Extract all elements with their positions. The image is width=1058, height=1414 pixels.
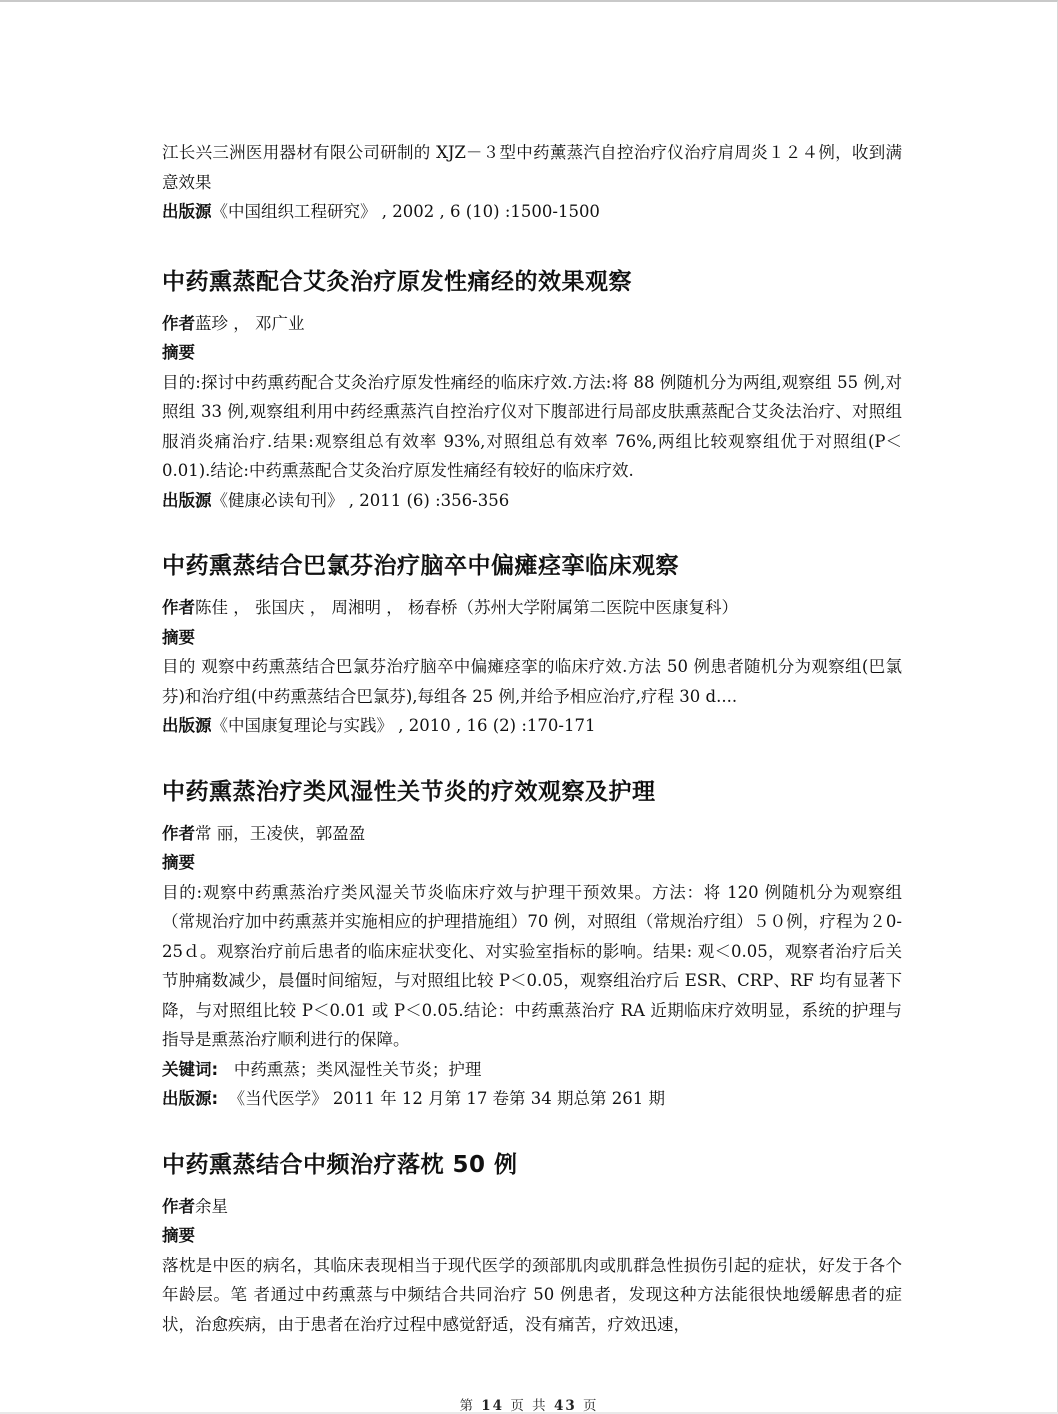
author-value: 蓝珍 ， 邓广业 <box>195 313 305 333</box>
abstract-label: 摘要 <box>162 627 195 647</box>
total-pages: 43 <box>553 1398 577 1414</box>
author-line <box>162 819 902 849</box>
intro-source-line <box>162 197 902 227</box>
page-footer <box>0 1394 1058 1414</box>
source-label: 出版源: <box>162 1089 219 1108</box>
author-line <box>162 309 902 339</box>
page-number: 14 <box>481 1398 505 1414</box>
abstract-label: 摘要 <box>162 853 195 872</box>
keywords-value: 中药熏蒸；类风湿性关节炎；护理 <box>233 1059 482 1079</box>
article-entry <box>162 777 902 1114</box>
article-title: 中药熏蒸结合巴氯芬治疗脑卒中偏瘫痉挛临床观察 <box>162 553 679 579</box>
article-entry <box>162 551 902 741</box>
source-line <box>162 1084 902 1114</box>
abstract-label: 摘要 <box>162 343 195 362</box>
footer-prefix: 第 <box>459 1398 475 1414</box>
source-line <box>162 486 902 516</box>
abstract-text: 目的:探讨中药熏药配合艾灸治疗原发性痛经的临床疗效.方法:将 88 例随机分为两组,观察组 55 例,对照组 33 例,观察组利用中药经熏蒸汽自控治疗仪对下腹部进行局部皮肤熏蒸配合艾灸法治疗、对照组服消炎痛治疗.结果:观察组总有效率 93%,对照组总有效率 76%,两组比较观察组优于对照组(P＜0.01).结论:中药熏蒸配合艾灸治疗原发性痛经有较好的临床疗效. <box>162 372 902 480</box>
author-value: 余星 <box>195 1196 228 1216</box>
source-line <box>162 711 902 741</box>
source-value: 《当代医学》 2011 年 12 月第 17 卷第 34 期总第 261 期 <box>228 1089 666 1108</box>
article-entry <box>162 1150 902 1340</box>
article-title: 中药熏蒸配合艾灸治疗原发性痛经的效果观察 <box>162 268 632 295</box>
intro-text: 江长兴三洲医用器材有限公司研制的 XJZ－３型中药薰蒸汽自控治疗仪治疗肩周炎１２４例，收到满意效果 <box>162 143 902 192</box>
author-line <box>162 593 902 623</box>
source-value: 《中国康复理论与实践》 , 2010 , 16 (2) :170-171 <box>211 716 596 735</box>
abstract-text: 目的 观察中药熏蒸结合巴氯芬治疗脑卒中偏瘫痉挛的临床疗效.方法 50 例患者随机分为观察组(巴氯芬)和治疗组(中药熏蒸结合巴氯芬),每组各 25 例,并给予相应治疗,疗程 30 d.... <box>162 657 902 706</box>
footer-middle: 页 共 <box>510 1398 548 1414</box>
author-label: 作者 <box>162 313 195 333</box>
author-line <box>162 1192 902 1222</box>
source-label: 出版源 <box>162 202 212 221</box>
author-label: 作者 <box>162 823 195 843</box>
keywords-line <box>162 1055 902 1085</box>
author-value: 常 丽，王凌侠，郭盈盈 <box>195 823 366 843</box>
source-label: 出版源 <box>162 490 212 510</box>
abstract-text: 落枕是中医的病名，其临床表现相当于现代医学的颈部肌肉或肌群急性损伤引起的症状，好发于各个年龄层。笔 者通过中药熏蒸与中频结合共同治疗 50 例患者，发现这种方法能很快地缓解患者的症状，治愈疾病，由于患者在治疗过程中感觉舒适，没有痛苦，疗效迅速， <box>162 1255 902 1334</box>
source-value: 《健康必读旬刊》 , 2011 (6) :356-356 <box>211 490 510 510</box>
author-label: 作者 <box>162 598 195 617</box>
article-title: 中药熏蒸治疗类风湿性关节炎的疗效观察及护理 <box>162 778 656 805</box>
footer-suffix: 页 <box>583 1398 599 1414</box>
keywords-label: 关键词: <box>162 1059 219 1079</box>
source-label: 出版源 <box>162 716 212 735</box>
page-content <box>162 138 902 1339</box>
author-label: 作者 <box>162 1196 195 1216</box>
article-entry <box>162 267 902 516</box>
author-value: 陈佳 ， 张国庆 ， 周湘明 ， 杨春桥（苏州大学附属第二医院中医康复科） <box>195 598 738 617</box>
abstract-label: 摘要 <box>162 1226 195 1245</box>
abstract-text: 目的:观察中药熏蒸治疗类风湿关节炎临床疗效与护理干预效果。方法：将 120 例随机分为观察组（常规治疗加中药熏蒸并实施相应的护理措施组）70 例，对照组（常规治疗组）５０例，疗程为２0-25ｄ。观察治疗前后患者的临床症状变化、对实验室指标的影响。结果: 观＜0.05，观察者治疗后关节肿痛数减少，晨僵时间缩短，与对照组比较 P＜0.05，观察组治疗后 ESR、CRP、RF 均有显著下降，与对照组比较 P＜0.01 或 P＜0.05.结论：中药熏蒸治疗 RA 近期临床疗效明显，系统的护理与指导是熏蒸治疗顺利进行的保障。 <box>162 882 902 1049</box>
source-value: 《中国组织工程研究》 , 2002 , 6 (10) :1500-1500 <box>211 202 600 221</box>
article-title: 中药熏蒸结合中频治疗落枕 50 例 <box>162 1151 518 1178</box>
